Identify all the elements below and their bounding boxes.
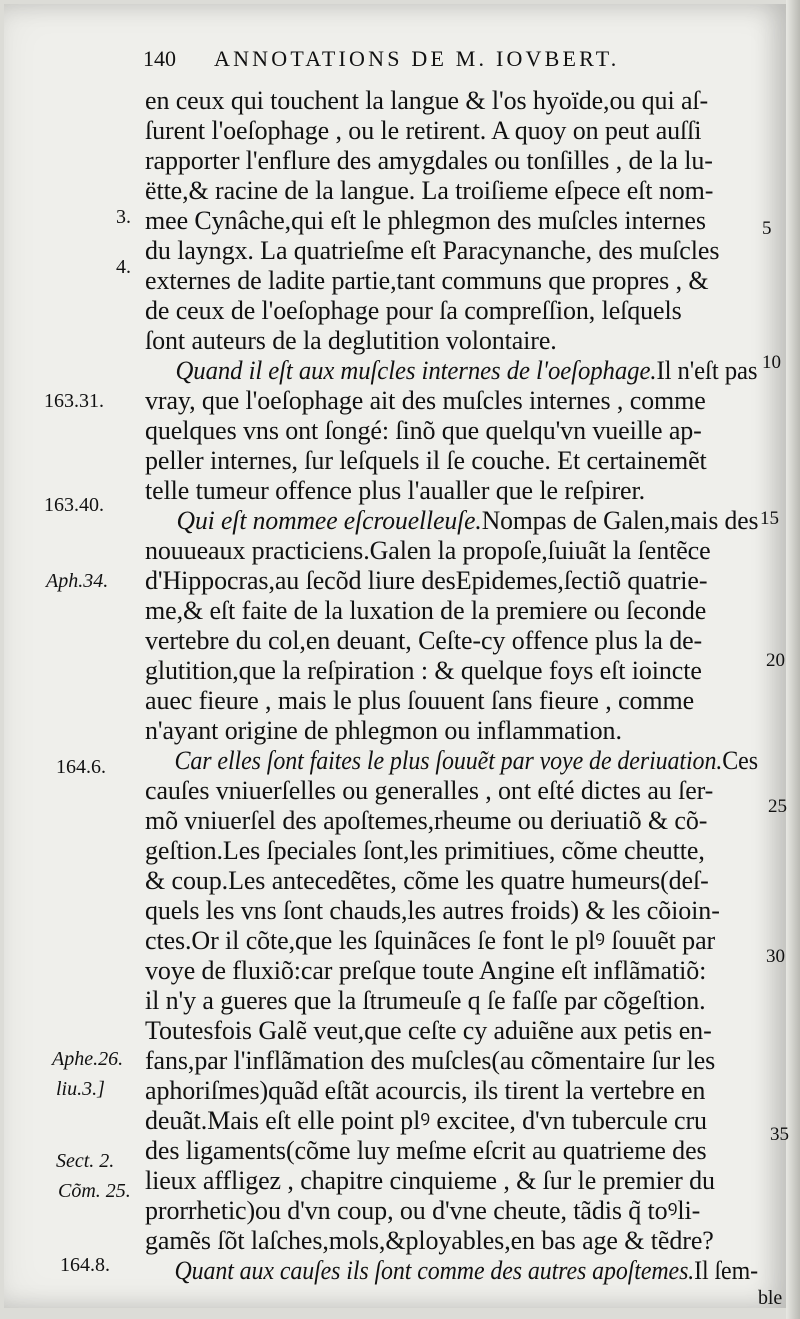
margin-ref: 163.40.	[44, 494, 104, 516]
text-line: deuãt.Mais eſt elle point plꝰ excitee, d'vn tubercule cru	[145, 1106, 707, 1135]
text-line: telle tumeur offence plus l'aualler que le reſpirer.	[145, 476, 646, 505]
lemma-continuation: Nompas de Galen,mais des	[481, 506, 759, 535]
margin-ref: 164.6.	[56, 756, 106, 778]
text-line: du layngx. La quatrieſme eſt Paracynanche, des muſcles	[145, 236, 720, 265]
text-line: n'ayant origine de phlegmon ou inflammation.	[145, 716, 622, 745]
line-number: 5	[762, 218, 772, 239]
text-line: ſont auteurs de la deglutition volontaire.	[145, 326, 557, 355]
text-line: en ceux qui touchent la langue & l'os hyoïde,ou qui aſ-	[145, 86, 709, 115]
margin-ref: 4.	[116, 256, 131, 278]
book-spine-shadow	[786, 0, 800, 1319]
text-line: lieux affligez , chapitre cinquieme , & ſur le premier du	[145, 1166, 715, 1195]
text-line: aphoriſmes)quãd eſtãt acourcis, ils tirent la vertebre en	[145, 1076, 706, 1105]
text-line: d'Hippocras,au ſecõd liure desEpidemes,ſectiõ quatrie-	[145, 566, 708, 595]
margin-ref: Aphe.26.	[52, 1048, 124, 1070]
margin-ref: 164.8.	[60, 1254, 110, 1276]
lemma-continuation: Il ſem-	[694, 1256, 758, 1285]
lemma: Car elles ſont faites le plus ſouuẽt par voye de deriuation.	[174, 746, 723, 775]
text-line: quelques vns ont ſongé: ſinõ que quelqu'vn vueille ap-	[145, 416, 702, 445]
text-line: auec fieure , mais le plus ſouuent ſans fieure , comme	[145, 686, 695, 715]
lemma: Quand il eſt aux muſcles internes de l'oeſophage.	[175, 356, 657, 385]
text-line: de ceux de l'oeſophage pour ſa compreſſion, leſquels	[145, 296, 682, 325]
annotation-line	[145, 506, 758, 536]
page-number: 140	[143, 46, 176, 71]
text-line: prorrhetic)ou d'vn coup, ou d'vne cheute, tãdis q̃ toꝰli-	[145, 1196, 701, 1225]
text-line: me,& eſt faite de la luxation de la premiere ou ſeconde	[145, 596, 707, 625]
margin-ref: liu.3.]	[56, 1078, 105, 1100]
running-title: ANNOTATIONS DE M. IOVBERT.	[214, 46, 620, 71]
line-number: 30	[766, 946, 785, 967]
text-line: fans,par l'inflãmation des muſcles(au cõmentaire ſur les	[145, 1046, 716, 1075]
text-line: externes de ladite partie,tant communs que propres , &	[145, 266, 709, 295]
line-number: 10	[762, 352, 781, 373]
text-line: Toutesfois Galẽ veut,que ceſte cy aduiẽne aux petis en-	[145, 1016, 712, 1045]
text-line: cauſes vniuerſelles ou generalles , ont eſté dictes au ſer-	[145, 776, 714, 805]
text-line: mõ vniuerſel des apoſtemes,rheume ou deriuatiõ & cõ-	[145, 806, 708, 835]
line-number: 20	[766, 650, 785, 671]
text-line: vertebre du col,en deuant, Ceſte-cy offence plus la de-	[145, 626, 703, 655]
text-line: geſtion.Les ſpeciales ſont,les primitiues, cõme cheutte,	[145, 836, 705, 865]
text-line: voye de fluxiõ:car preſque toute Angine eſt inflãmatiõ:	[145, 956, 707, 985]
text-line: des ligaments(cõme luy meſme eſcrit au quatrieme des	[145, 1136, 707, 1165]
text-line: il n'y a gueres que la ſtrumeuſe q ſe faſſe par cõgeſtion.	[145, 986, 706, 1015]
text-line: quels les vns ſont chauds,les autres froids) & les cõioin-	[145, 896, 720, 925]
text-line: ëtte,& racine de la langue. La troiſieme eſpece eſt nom-	[145, 176, 714, 205]
annotation-line	[145, 1256, 758, 1286]
text-line: mee Cynâche,qui eſt le phlegmon des muſcles internes	[145, 206, 706, 235]
margin-ref: Sect. 2.	[56, 1150, 115, 1172]
lemma: Qui eſt nommee eſcrouelleuſe.	[176, 506, 482, 535]
margin-ref: 3.	[116, 206, 131, 228]
text-line: ctes.Or il cõte,que les ſquinãces ſe font le plꝰ ſouuẽt par	[145, 926, 716, 955]
text-line: rapporter l'enflure des amygdales ou tonſilles , de la lu-	[145, 146, 713, 175]
line-number: 25	[768, 796, 787, 817]
text-line: nouueaux practiciens.Galen la propoſe,ſuiuãt la ſentẽce	[145, 536, 711, 565]
annotation-line	[145, 746, 758, 776]
text-line: & coup.Les antecedẽtes, cõme les quatre humeurs(deſ-	[145, 866, 709, 895]
lemma-continuation: Il n'eſt pas	[656, 356, 758, 385]
lemma-continuation: Ces	[722, 746, 758, 775]
text-line: gamẽs ſõt laſches,mols,&ployables,en bas age & tẽdre?	[145, 1226, 714, 1255]
line-number: 35	[770, 1124, 789, 1145]
margin-ref: Cõm. 25.	[58, 1180, 131, 1202]
catchword: ble	[758, 1287, 783, 1309]
line-number: 15	[760, 508, 779, 529]
margin-ref: Aph.34.	[46, 570, 109, 592]
text-line: glutition,que la reſpiration : & quelque foys eſt ioincte	[145, 656, 702, 685]
annotation-line	[145, 356, 757, 386]
text-line: peller internes, ſur leſquels il ſe couche. Et certainemẽt	[145, 446, 707, 475]
text-line: ſurent l'oeſophage , ou le retirent. A quoy on peut auſſi	[145, 116, 702, 145]
text-line: vray, que l'oeſophage ait des muſcles internes , comme	[145, 386, 706, 415]
margin-ref: 163.31.	[44, 390, 104, 412]
running-header	[143, 46, 619, 72]
lemma: Quant aux cauſes ils ſont comme des autres apoſtemes.	[174, 1256, 695, 1285]
